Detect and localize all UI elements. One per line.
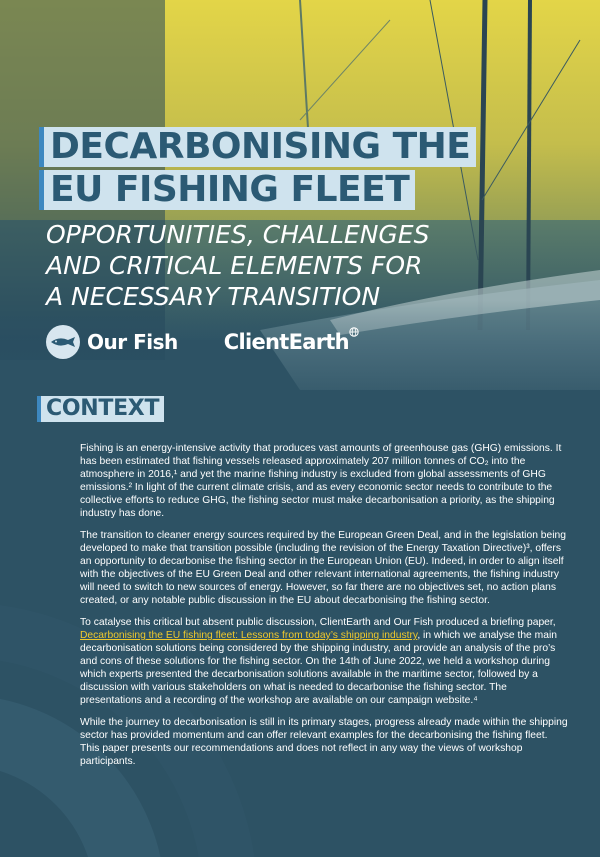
subtitle-line-3: A NECESSARY TRANSITION bbox=[46, 282, 381, 311]
paragraph-1: Fishing is an energy-intensive activity that produces vast amounts of greenhouse gas (GHG) emissions. It has been estimated that fishing vessels released approximately 207 million tonnes of CO₂ into the atmosphere in 2016,¹ and yet the marine fishing industry is excluded from global assessments of GHG emissions.² In light of the current climate crisis, and as every economic sector needs to contribute to the collective efforts to reduce GHG, the fishing sector must make decarbonisation a priority, as the shipping industry has done. bbox=[80, 443, 562, 519]
document-title bbox=[44, 127, 476, 210]
clientearth-logo-text: ClientEarth bbox=[223, 330, 349, 354]
paragraph-4: While the journey to decarbonisation is still in its primary stages, progress already made within the shipping sector has provided momentum and can offer relevant examples for the decarbonising the fishing fleet. This paper presents our recommendations and does not reflect in any way the views of workshop participants. bbox=[80, 717, 568, 767]
paragraph-3 bbox=[80, 616, 568, 707]
our-fish-logo-text: Our Fish bbox=[87, 330, 178, 354]
our-fish-logo-icon bbox=[46, 325, 80, 359]
clientearth-logo bbox=[224, 330, 349, 354]
paragraph-3-intro: To catalyse this critical but absent public discussion, ClientEarth and Our Fish produced a briefing paper, bbox=[80, 617, 556, 628]
body-text bbox=[80, 442, 568, 777]
paragraph-3-rest: , in which we analyse the main decarbonisation solutions being considered by the shipping industry, and provide an analysis of the pro’s and cons of these solutions for the fishing sector. On the 14th of June 2022, we held a workshop during which experts presented the decarbonisation solutions available in the maritime sector, followed by a discussion with various stakeholders on what is needed to decarbonise the fishing sector. The presentations and a recording of the workshop are available on our campaign website.⁴ bbox=[80, 630, 557, 706]
document-subtitle bbox=[46, 219, 429, 312]
title-line-2: EU FISHING FLEET bbox=[44, 170, 415, 210]
paragraph-2: The transition to cleaner energy sources required by the European Green Deal, and in the legislation being developed to make that transition possible (including the revision of the Energy Taxation Directive)³, offers an opportunity to decarbonise the fishing sector in the European Union (EU). Indeed, in order to align itself with the objectives of the EU Green Deal and other relevant international agreements, the fishing industry will need to switch to new sources of energy. However, so far there are no objectives set, no action plans created, or any notable public discussion in the EU about decarbonising the fishing sector. bbox=[80, 530, 566, 606]
title-line-1: DECARBONISING THE bbox=[44, 127, 476, 167]
section-heading-context: CONTEXT bbox=[41, 396, 164, 422]
subtitle-line-1: OPPORTUNITIES, CHALLENGES bbox=[46, 220, 430, 249]
subtitle-line-2: AND CRITICAL ELEMENTS FOR bbox=[46, 251, 423, 280]
partner-logos bbox=[46, 323, 349, 361]
globe-icon bbox=[349, 327, 359, 337]
briefing-paper-link[interactable]: Decarbonising the EU fishing fleet: Lessons from today’s shipping industry bbox=[80, 630, 418, 641]
